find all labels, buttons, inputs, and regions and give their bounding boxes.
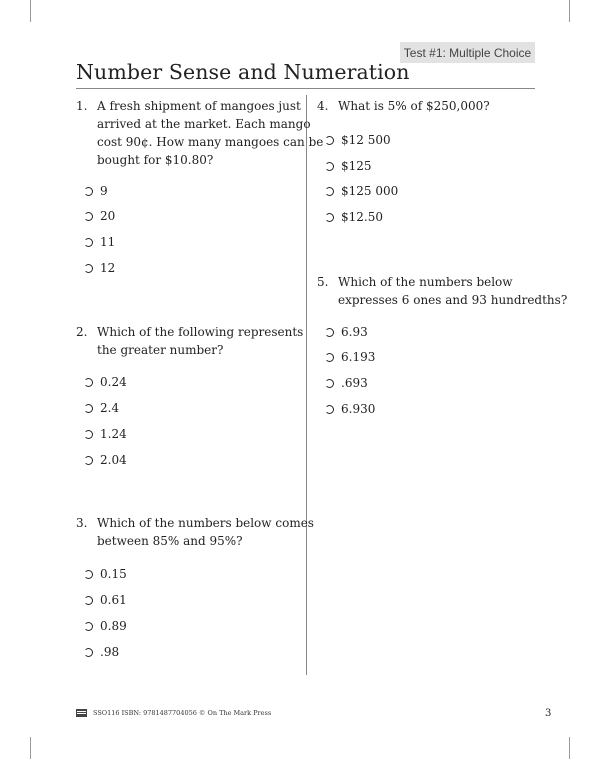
question-1 — [76, 97, 324, 177]
answer-option[interactable] — [325, 133, 391, 147]
question-2 — [76, 323, 304, 363]
radio-circle-icon[interactable] — [325, 136, 334, 145]
question-3 — [76, 514, 314, 554]
option-label: 9 — [100, 184, 108, 198]
radio-circle-icon[interactable] — [84, 187, 93, 196]
answer-option[interactable] — [325, 402, 375, 416]
question-line: Which of the numbers below — [338, 275, 513, 289]
question-line: between 85% and 95%? — [97, 534, 243, 548]
radio-circle-icon[interactable] — [84, 570, 93, 579]
radio-circle-icon[interactable] — [325, 353, 334, 362]
radio-circle-icon[interactable] — [325, 162, 334, 171]
answer-option[interactable] — [84, 261, 115, 275]
question-4 — [317, 97, 547, 117]
radio-circle-icon[interactable] — [84, 212, 93, 221]
answer-option[interactable] — [325, 325, 368, 339]
question-line: expresses 6 ones and 93 hundredths? — [338, 293, 568, 307]
column-divider — [306, 95, 307, 675]
option-label: 11 — [100, 235, 116, 249]
title-rule — [76, 88, 535, 89]
option-label: 1.24 — [100, 427, 127, 441]
option-label: $125 000 — [341, 184, 399, 198]
answer-option[interactable] — [84, 453, 127, 467]
option-label: 0.24 — [100, 375, 127, 389]
answer-option[interactable] — [84, 427, 127, 441]
test-tag: Test #1: Multiple Choice — [400, 42, 535, 63]
radio-circle-icon[interactable] — [325, 213, 334, 222]
question-line: A fresh shipment of mangoes just — [97, 99, 301, 113]
option-label: 12 — [100, 261, 116, 275]
radio-circle-icon[interactable] — [84, 238, 93, 247]
radio-circle-icon[interactable] — [84, 622, 93, 631]
question-number: 4. — [317, 99, 329, 113]
option-label: 0.15 — [100, 567, 127, 581]
answer-option[interactable] — [325, 184, 398, 198]
answer-option[interactable] — [84, 645, 119, 659]
radio-circle-icon[interactable] — [325, 187, 334, 196]
option-label: 0.61 — [100, 593, 127, 607]
crop-mark — [30, 737, 31, 759]
radio-circle-icon[interactable] — [84, 596, 93, 605]
radio-circle-icon[interactable] — [84, 264, 93, 273]
footer-text: SSO116 ISBN: 9781487704056 © On The Mark Press — [93, 709, 272, 717]
answer-option[interactable] — [84, 375, 127, 389]
book-icon — [76, 709, 87, 717]
radio-circle-icon[interactable] — [84, 648, 93, 657]
radio-circle-icon[interactable] — [84, 430, 93, 439]
question-line: Which of the numbers below comes — [97, 516, 314, 530]
answer-option[interactable] — [84, 209, 115, 223]
question-line: the greater number? — [97, 343, 224, 357]
answer-option[interactable] — [84, 619, 127, 633]
question-number: 5. — [317, 275, 329, 289]
answer-option[interactable] — [84, 401, 119, 415]
crop-mark — [569, 737, 570, 759]
option-label: 2.4 — [100, 401, 120, 415]
answer-option[interactable] — [325, 159, 372, 173]
radio-circle-icon[interactable] — [325, 379, 334, 388]
crop-mark — [30, 0, 31, 22]
option-label: 6.193 — [341, 350, 376, 364]
answer-option[interactable] — [84, 593, 127, 607]
question-line: cost 90¢. How many mangoes can be — [97, 135, 324, 149]
option-label: $12 500 — [341, 133, 391, 147]
page-number: 3 — [545, 708, 552, 719]
option-label: $12.50 — [341, 210, 383, 224]
radio-circle-icon[interactable] — [84, 404, 93, 413]
answer-option[interactable] — [325, 376, 368, 390]
option-label: .693 — [341, 376, 368, 390]
option-label: 20 — [100, 209, 116, 223]
question-number: 2. — [76, 325, 88, 339]
option-label: $125 — [341, 159, 372, 173]
option-label: 2.04 — [100, 453, 127, 467]
question-line: What is 5% of $250,000? — [338, 99, 490, 113]
answer-option[interactable] — [325, 210, 383, 224]
page-title: Number Sense and Numeration — [76, 60, 410, 84]
answer-option[interactable] — [325, 350, 375, 364]
question-number: 3. — [76, 516, 88, 530]
option-label: 6.930 — [341, 402, 376, 416]
radio-circle-icon[interactable] — [325, 405, 334, 414]
option-label: 6.93 — [341, 325, 368, 339]
crop-mark — [569, 0, 570, 22]
footer — [76, 709, 271, 717]
question-line: arrived at the market. Each mango — [97, 117, 311, 131]
question-line: bought for $10.80? — [97, 153, 214, 167]
radio-circle-icon[interactable] — [84, 456, 93, 465]
option-label: 0.89 — [100, 619, 127, 633]
question-5 — [317, 273, 568, 313]
answer-option[interactable] — [84, 184, 108, 198]
question-line: Which of the following represents — [97, 325, 304, 339]
radio-circle-icon[interactable] — [84, 378, 93, 387]
option-label: .98 — [100, 645, 120, 659]
answer-option[interactable] — [84, 235, 115, 249]
answer-option[interactable] — [84, 567, 127, 581]
radio-circle-icon[interactable] — [325, 328, 334, 337]
question-number: 1. — [76, 99, 88, 113]
